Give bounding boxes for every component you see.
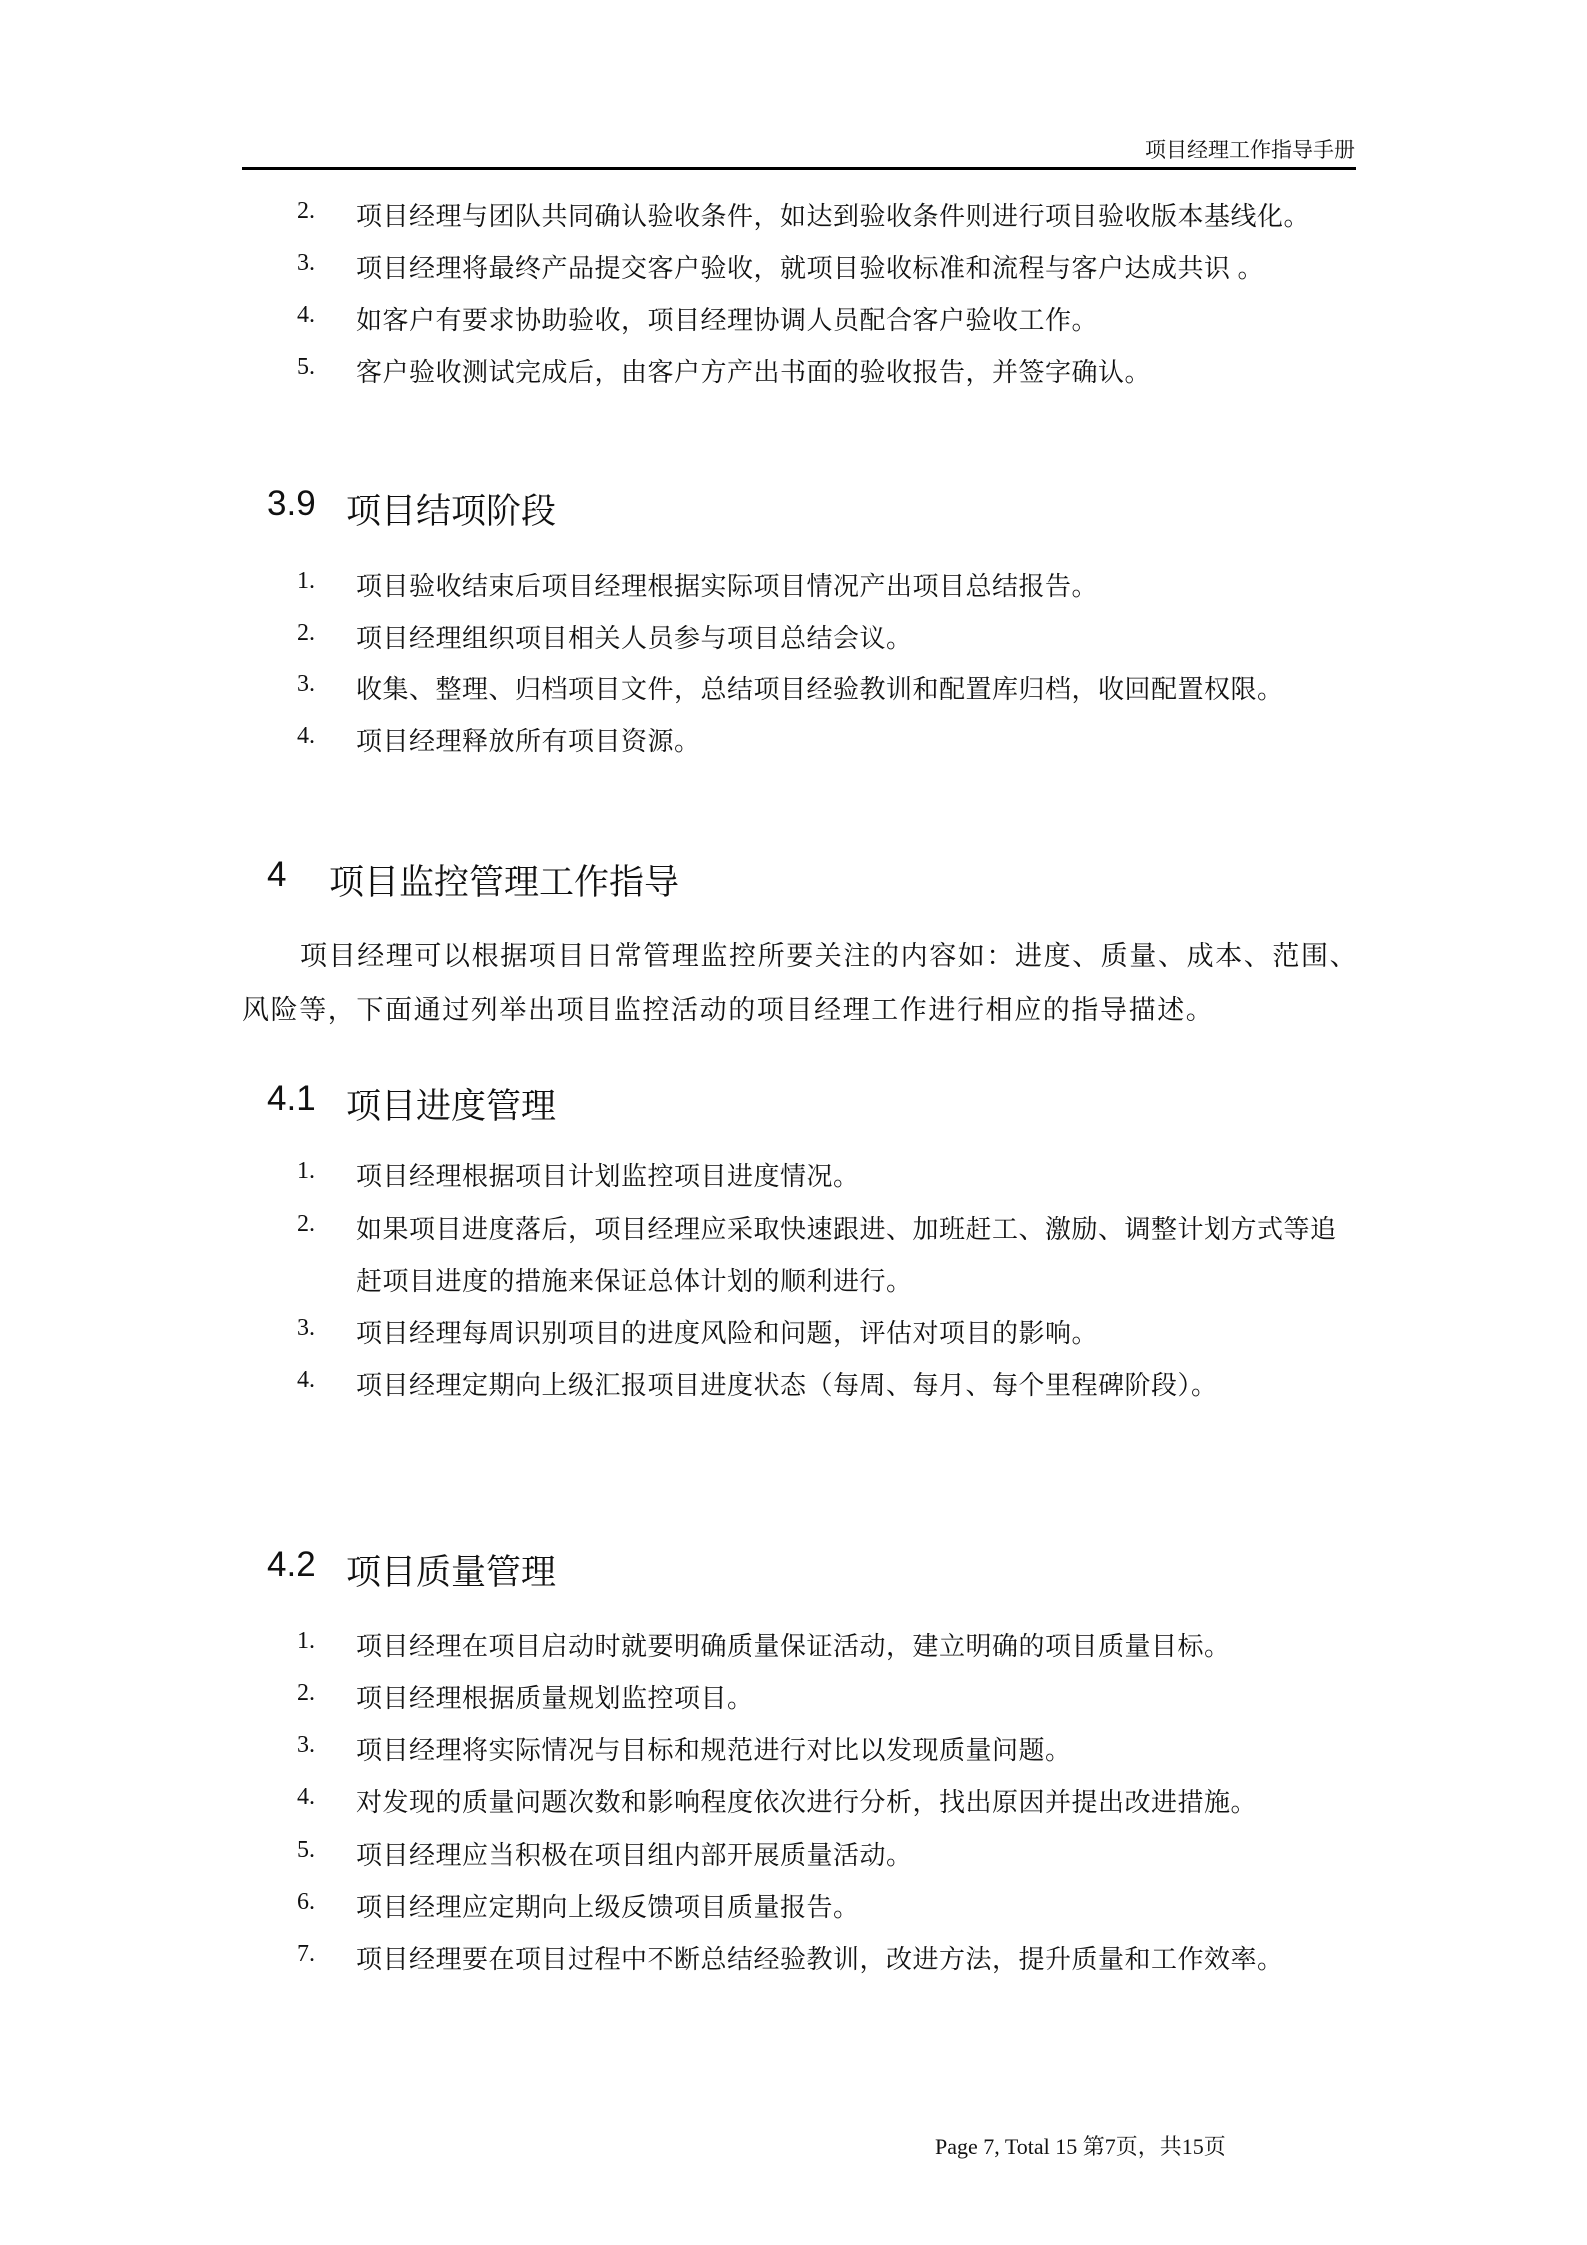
list-item-text: 项目经理释放所有项目资源。	[356, 727, 701, 756]
list-item-number: 3.	[297, 1315, 315, 1341]
list-item-number: 2.	[297, 198, 315, 224]
list-item-number: 4.	[297, 723, 315, 749]
list-item-text-continued: 赶项目进度的措施来保证总体计划的顺利进行。	[356, 1267, 913, 1296]
section-title: 项目进度管理	[346, 1087, 557, 1126]
list-item-text: 项目经理应当积极在项目组内部开展质量活动。	[356, 1841, 913, 1870]
list-item-text: 项目经理与团队共同确认验收条件，如达到验收条件则进行项目验收版本基线化。	[356, 202, 1311, 231]
list-item-text: 项目经理根据项目计划监控项目进度情况。	[356, 1162, 860, 1191]
list-item-number: 2.	[297, 620, 315, 646]
list-item-number: 6.	[297, 1889, 315, 1915]
section-number: 4.1	[267, 1079, 316, 1118]
list-item-number: 5.	[297, 354, 315, 380]
list-item-text: 项目经理在项目启动时就要明确质量保证活动，建立明确的项目质量目标。	[356, 1632, 1231, 1661]
running-header: 项目经理工作指导手册	[1145, 138, 1355, 162]
section-heading	[267, 1079, 556, 1129]
list-item-number: 7.	[297, 1941, 315, 1967]
section-number: 3.9	[267, 484, 316, 523]
list-item-text: 如客户有要求协助验收，项目经理协调人员配合客户验收工作。	[356, 306, 1099, 335]
list-item-text: 收集、整理、归档项目文件，总结项目经验教训和配置库归档，收回配置权限。	[356, 675, 1284, 704]
list-item-text: 项目经理定期向上级汇报项目进度状态（每周、每月、每个里程碑阶段）。	[356, 1371, 1218, 1400]
list-item-number: 1.	[297, 1628, 315, 1654]
list-item-text: 项目经理将最终产品提交客户验收，就项目验收标准和流程与客户达成共识 。	[356, 254, 1265, 283]
section-number: 4.2	[267, 1545, 316, 1584]
section-title: 项目质量管理	[346, 1553, 557, 1592]
list-item-text: 项目经理组织项目相关人员参与项目总结会议。	[356, 624, 913, 653]
list-item-number: 3.	[297, 671, 315, 697]
section-heading	[267, 1545, 556, 1595]
list-item-number: 4.	[297, 1367, 315, 1393]
list-item-text: 项目经理根据质量规划监控项目。	[356, 1684, 754, 1713]
list-item-text: 客户验收测试完成后，由客户方产出书面的验收报告，并签字确认。	[356, 358, 1152, 387]
list-item-number: 1.	[297, 568, 315, 594]
section-number: 4	[267, 855, 287, 894]
list-item-number: 2.	[297, 1211, 315, 1237]
page-footer: Page 7, Total 15 第7页，共15页	[935, 2134, 1226, 2159]
list-item-number: 1.	[297, 1158, 315, 1184]
list-item-number: 2.	[297, 1680, 315, 1706]
section-title: 项目结项阶段	[346, 492, 557, 531]
list-item-text: 如果项目进度落后，项目经理应采取快速跟进、加班赶工、激励、调整计划方式等追	[356, 1215, 1337, 1244]
list-item-text: 项目经理将实际情况与目标和规范进行对比以发现质量问题。	[356, 1736, 1072, 1765]
list-item-number: 5.	[297, 1837, 315, 1863]
list-item-text: 对发现的质量问题次数和影响程度依次进行分析，找出原因并提出改进措施。	[356, 1788, 1258, 1817]
list-item-number: 4.	[297, 1784, 315, 1810]
header-rule	[242, 167, 1356, 170]
section-heading	[267, 484, 556, 534]
list-item-number: 4.	[297, 302, 315, 328]
list-item-text: 项目经理每周识别项目的进度风险和问题，评估对项目的影响。	[356, 1319, 1099, 1348]
list-item-number: 3.	[297, 1732, 315, 1758]
list-item-number: 3.	[297, 250, 315, 276]
section-heading	[267, 855, 679, 905]
list-item-text: 项目经理要在项目过程中不断总结经验教训，改进方法，提升质量和工作效率。	[356, 1945, 1284, 1974]
intro-paragraph-line: 项目经理可以根据项目日常管理监控所要关注的内容如：进度、质量、成本、范围、	[300, 941, 1359, 971]
list-item-text: 项目验收结束后项目经理根据实际项目情况产出项目总结报告。	[356, 572, 1099, 601]
section-title: 项目监控管理工作指导	[329, 863, 680, 902]
intro-paragraph-line: 风险等，下面通过列举出项目监控活动的项目经理工作进行相应的指导描述。	[242, 995, 1215, 1025]
list-item-text: 项目经理应定期向上级反馈项目质量报告。	[356, 1893, 860, 1922]
